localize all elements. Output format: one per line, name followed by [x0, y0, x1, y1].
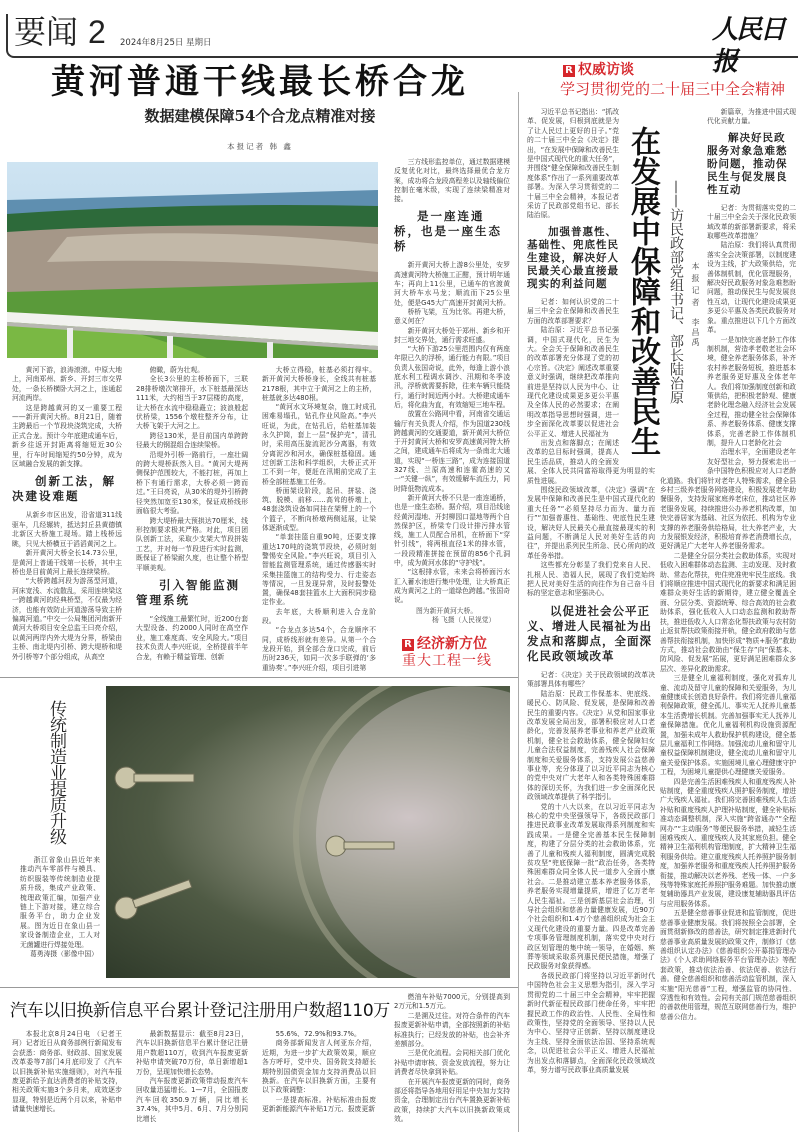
paragraph: “大桥跨越河段为游荡型河道，河床宽浅、水流散乱，采用连续梁这一跨越黄河的经典桥型，不仅最为经济，也能有效防止河道游荡导致主桥偏离河道。”中交一公局集团河南新开黄河大桥项目安全总监王曰亮介绍，以黄河两岸内外大堤为分界，桥梁由主桥、南北堤内引桥、跨大堤桥和堤外引桥等7个部分组成，从高空 [12, 577, 122, 661]
bridge-col3 [262, 366, 376, 673]
interview-title: 在发展中保障和改善民生 [625, 126, 660, 456]
car-col1 [12, 1030, 122, 1115]
paragraph: 三方线形监控单位，通过数据建模反复优化对比，最终选择最优合龙方案，成功将合龙段高程差以及轴线偏位控制在毫米级，实现了连续梁精准对接。 [394, 158, 510, 204]
bridge-subtitle: 数据建模保障54个合龙点精准对接 [144, 107, 376, 125]
paragraph: 55.6%、72.9%和93.7%。 [275, 1030, 361, 1038]
paragraph: 围绕民政领域改革，《决定》强调“在发展中保障和改善民生是中国式现代化的重大任务”“必须坚持尽力而为、量力而行”“加强普惠性、基础性、兜底性民生建设，解决好人民最关心最直接最现实的利益问题，不断满足人民对美好生活的向往”，并提出系列民生所急、民心所向的改革任务举措。 [527, 486, 655, 560]
paragraph: 陆治原：民政工作保基本、兜底线、暖民心、防风险、促发展，是保障和改善民生的重要内容。《决定》从党和国家事业改革发展全局出发，部署积极应对人口老龄化，完善发展养老事业和养老产业政策机制，健全社会救助体系，健全保障妇女儿童合法权益制度，完善残疾人社会保障制度和关爱服务体系，支持发展公益慈善事业等，充分体现了以习近平同志为核心的党中央对广大老年人和各类特殊困难群体的深切关怀，为我们进一步全面深化民政领域改革提供了科学指引。 [527, 689, 655, 802]
interview-column-b [660, 108, 796, 1022]
paragraph: 放置在公路网中看，河南省交通运输厅有关负责人介绍，作为国道230线跨越黄河的交通要道，新开黄河大桥位于开封黄河大桥和安罗高速黄河特大桥之间，建成通车后将成为一条南北大通道，实现“一桥连三路”，成为连接国道327线、兰原高速和连霍高速的又一“关键一纵”，有效缓解车流压力，同时降低物流成本。 [394, 410, 510, 493]
paragraph: 黄河下游，浪涛滚滚。中原大地上，河南郑州、新乡、开封三市交界处，一条长桥横卧大河之上，连通起河流两岸。 [12, 366, 122, 403]
paragraph: 记者：为贯彻落实党的二十届三中全会关于深化民政领域改革的新部署新要求，将采取哪些改革措施？ [707, 203, 796, 241]
paragraph: 出发点和落脚点；在阐述改革的总目标时强调，提高人民生活品质，推动人的全面发展、全体人民共同富裕取得更为明显的实质性进展。 [527, 438, 655, 485]
paragraph: 这是跨越黄河的又一重要工程——新开黄河大桥。8月21日，随着主跨最后一个节段块浇筑完成，大桥正式合龙。预计今年底建成通车后，新乡往返开封距离将缩短近30公里，行车时间缩短约50分钟，成为区域融合发展的新支撑。 [12, 403, 122, 469]
section-name: 要闻 [14, 13, 79, 51]
paragraph: 陆治原：我们将认真贯彻落实全会决策部署，以制度建设为主线，扩大政策供给，完善体制机制，优化管理服务，解决好民政服务对象急难愁盼问题，推动保民生与促发展良性互动，让现代化建设成果更多更公平惠及各类民政服务对象。重点推进以下几个方面改革。 [707, 241, 796, 335]
paragraph: “大桥下游25公里范围内仅有两座年限已久的浮桥，通行能力有限。”项目负责人张国奇说，此外，每逢上游小浪底水利工程调水调沙、汛期和冬季凌汛，浮桥就需要拆除，往来车辆只能绕行，通行时间近两小时。大桥建成通车后，将化曲为直，有效缩短三地车程。 [394, 345, 510, 409]
interview-series: 学习贯彻党的二十届三中全会精神 [560, 80, 786, 98]
section-divider [518, 92, 519, 1132]
paragraph: 二是溯及过往。对符合条件的汽车报废更新补贴申请，全部按照新的补贴标准执行；已经发放的补贴，也会补齐差额部分。 [394, 1011, 510, 1049]
interview-subhead-c: 解决好民政服务对象急难愁盼问题，推动保民生与促发展良性互动 [707, 131, 788, 196]
paragraph: 这些都充分彰显了我们党来自人民、扎根人民、造福人民，展现了我们党始终把人民对美好生活的向往作为自己奋斗目标的坚定意志和坚强决心。 [527, 561, 655, 598]
paragraph: 各级民政部门将坚持以习近平新时代中国特色社会主义思想为指引，深入学习贯彻党的二十届三中全会精神，牢牢把握新时代新征程民政部门使命任务，牢牢把握民政工作的政治性、人民性、全局性和政策性，坚持党的全面领导、坚持以人民为中心、坚持守正创新、坚持以制度建设为主线、坚持全面依法治国、坚持系统观念，以促进社会公平正义、增进人民福祉为出发点和落脚点，全面深化民政领域改革，努力谱写民政事业高质量发展 [527, 971, 655, 1074]
car-column-4 [394, 993, 510, 1125]
interview-tag [563, 62, 634, 78]
bridge-column-3 [262, 366, 376, 673]
bridge-column-1 [12, 366, 122, 662]
bridge-photo [7, 162, 378, 358]
interview-colB3 [660, 448, 796, 1022]
header-rule [6, 14, 798, 58]
column-tag [402, 636, 516, 670]
paragraph: 从新乡市区出发，沿省道311线驱车，几经辗转，抵达封丘县黄德镇北新区大桥施工现场。踏上栈桥远眺，只见大桥横亘于滔滔黄河之上。 [12, 511, 122, 548]
interview-subhead-a: 加强普惠性、基础性、兜底性民生建设，解决好人民最关心最直接最现实的利益问题 [527, 225, 619, 290]
paragraph: 三是健全儿童福利制度，强化对孤弃儿童、流动及留守儿童的保障和关爱服务，为儿童健康成长创造良好条件。我们将完善儿童福利保障政策，健全孤儿、事实无人抚养儿童基本生活费增长机制。完善加强事实无人抚养儿童保障措施。优化儿童福利机构设施资源配置，加强未成年人救助保护机构建设，健全基层儿童福利工作网络。加强流动儿童和留守儿童权益保障机制建设，健全流动儿童和留守儿童关爱保护体系。实施困境儿童心理健康守护工程，为困境儿童提供心理健康关爱服务。 [660, 674, 796, 777]
paragraph: 在开展汽车报废更新的同时，商务部还将指导各地用好用足中央加力支持资金，合理制定出台汽车置换更新补贴政策，持续扩大汽车以旧换新政策成效。 [394, 1077, 510, 1124]
paragraph: 二是健全分层分类社会救助体系，实现对低收入困难群体动态监测、主动发现、及时救助、常态化帮扶，兜住兜准兜牢民生底线。我们将顺应推进中国式现代化的新要求和满足困难群众美好生活的新期待，建立健全覆盖全面、分层分类、资源统筹、综合高效的社会救助体系，强化低收入人口动态监测和救助帮扶，推进低收入人口常态化帮扶政策与农村防止返贫帮扶政策衔接并轨，健全政府救助与慈善帮扶衔接机制，加快形成“物质+服务”救助方式，推动社会救助由“保生存”向“保基本、防风险、促发展”拓展，更好满足困难群众多层次、差异化救助需求。 [660, 551, 796, 673]
car-col4 [394, 993, 510, 1125]
interview-byline-label: 本报记者 [691, 262, 700, 310]
bridge-subhead-1: 创新工法，解决建设难题 [12, 474, 116, 504]
paragraph: 桥面架设阶段，起吊、拼装、浇筑、脱模、前移……高耸的桥墩上，48套浇筑设备如同挂在架臂上的一个个篮子，不断向桥墩两侧延展，让梁体逐渐成型。 [262, 486, 376, 533]
paragraph: 三是优化流程。会同相关部门优化补贴申请审核、资金发放流程，努力让消费者尽快拿到补贴。 [394, 1049, 510, 1077]
bridge-col4b [394, 261, 510, 605]
paragraph: 新篇章，为推进中国式现代化贡献力量。 [707, 108, 796, 126]
welding-photo [106, 686, 510, 978]
photo-feature-caption [20, 856, 100, 950]
bridge-col2 [136, 366, 248, 573]
column-tag-line2: 重大工程一线 [402, 653, 492, 669]
interview-subhead-b: 以促进社会公平正义、增进人民福祉为出发点和落脚点，全面深化民政领域改革 [527, 603, 652, 663]
issue-date: 2024年8月25日 星期日 [120, 38, 212, 48]
paragraph: 跨大堤桥最大预拱达70厘米，线形控制要求极其严格。对此，项目团队创新工法，采取少支架大节段拼装工艺，并对每一节段进行实时监测，既保证了桥梁耐久度，也让整个桥型平顺美观。 [136, 516, 248, 572]
bridge-photo-caption: 图为新开黄河大桥。 [416, 607, 478, 616]
paragraph: 新开黄河大桥不只是一座连通桥，也是一座生态桥。据介绍，项目沿线途经黄河湿地、开封柳园口湿地等两个自然保护区，桥梁专门设计排污排水管线，施工人员配合吊机，在桥面下“穿针引线”，将两根直径1米的排水管，一段段精准拼接在预留的856个孔洞中，成为黄河水体的“守护线”。 [394, 493, 510, 567]
paragraph: “这根排水管，未来会将桥面污水汇入蓄水池进行集中处理，让大桥真正成为黄河之上的一道绿色跨越。”张国奇说。 [394, 568, 510, 605]
paragraph: 本报北京8月24日电 （记者王珂）记者近日从商务部例行新闻发布会获悉：商务部、财政部、国家发展改革委等7部门4月底印发了《汽车以旧换新补贴实施细则》，对汽车报废更新给予直达消费者的补贴支持，相关政策实施3个多月来，成效逐步显现，特别是近两个月以来，补贴申请量快速增长。 [12, 1030, 122, 1114]
bridge-headline: 黄河普通干线最长桥合龙 [51, 62, 469, 102]
car-headline: 汽车以旧换新信息平台累计登记注册用户数超110万 [10, 1001, 390, 1021]
interview-colA4 [527, 671, 655, 1075]
paragraph: 一是提高标准。补贴标准由报废更新新能源汽车补贴1万元、报废更新 [262, 1095, 376, 1114]
newspaper-logo: 人民日报 [712, 15, 785, 77]
car-col3 [262, 1030, 376, 1115]
paragraph: 一是加快完善老龄工作体制机制，营造孝老敬老社会环境，健全养老服务体系，补齐农村养老服务短板，推进基本养老服务更好惠及全体老年人。我们将加强制度创新和政策供给，把积极老龄观、健康老龄化理念融入经济社会发展全过程，推动健全社会保障体系、养老服务体系、健康支撑体系，完善老龄工作体制机制，提升人口老龄化社会 [707, 335, 796, 447]
paragraph: 全长3公里的主桥桥面下，三联28排桥墩次第排开，水下桩基最深达111米，大约相当于37层楼的高度，让大桥在水流中稳稳矗立；波浪般起伏桥梁，1556个墩柱整齐分布，让大桥飞架于大河之上。 [136, 375, 248, 431]
column-tag-line1 [402, 636, 516, 652]
page-number: 2 [88, 14, 106, 50]
car-column-1 [12, 1030, 122, 1115]
paragraph: 治理水平，全面建设老年友好型社会，努力探索走出一条中国特色积极应对人口老龄化道路。我们将针对老年人特殊需求，健全县乡村三级养老服务网络建设，积极发展老年助餐服务，支持发展家庭养老床位，推动社区养老服务发展，持续推进公办养老机构改革，加快完善居家为基础、社区为依托、机构为专业支撑的养老服务供给格局，壮大养老产业，大力发展银发经济，积极培育养老消费增长点，更好满足广大老年人养老服务需求。 [660, 448, 796, 551]
paragraph: 大桥立得稳，桩基必须打得牢。新开黄河大桥桥身长，全线共有桩基2178根，其中立于黄河之上的主桥，桩基就多达480根。 [262, 366, 376, 402]
r-logo-icon: R [563, 65, 575, 77]
paragraph: 记者：如何认识党的二十届三中全会在保障和改善民生方面的改革部署要求？ [527, 297, 619, 325]
bridge-subhead-3: 是一座连通桥，也是一座生态桥 [394, 209, 502, 254]
bridge-col2b [136, 615, 248, 662]
paragraph: 五是健全慈善事业促进和监管制度，促进慈善事业健康发展。我们将按照全会部署，全面贯彻新修改的慈善法，研究制定推进新时代慈善事业高质量发展的政策文件，制修订《慈善组织认定办法》《慈善组织公开募捐管理办法》《个人求助网络服务平台管理办法》等配套政策，推动依法治善、依法促善、依法行善。健全慈善组织和慈善活动监管机制，深入实施“阳光慈善”工程，增强监管的协同性、穿透性和有效性。会同有关部门规范慈善组织的善款使用管理，规范互联网慈善行为，维护慈善公信力。 [660, 909, 796, 1021]
paragraph: 燃油车补贴7000元，分别提高到2万元和1.5万元。 [394, 993, 510, 1011]
bridge-byline: 本报记者 韩 鑫 [227, 142, 293, 151]
car-column-3 [262, 1030, 376, 1115]
interview-byline-name: 李昌禹 [691, 318, 700, 348]
paragraph: 商务部新闻发言人何亚东介绍，近期，为进一步扩大政策效果，顺应各方呼吁，党中央、国务院支持超长期特别国债资金加力支持消费品以旧换新。在汽车以旧换新方面，主要有以下政策调整： [262, 1039, 376, 1095]
rule-mid-left [0, 677, 518, 678]
bridge-subhead-2: 引入智能监测管理系统 [136, 577, 240, 607]
bridge-photo-credit: 杨 飞摄（人民视觉） [432, 616, 496, 625]
bridge-column-4 [394, 158, 510, 625]
paragraph: 陆治原：习近平总书记强调，中国式现代化，民生为大。全会关于保障和改善民生的改革部署充分体现了党的初心宗旨。《决定》阐述改革重要意义时强调，继续把改革推向前进是坚持以人民为中心、让现代化建设成果更多更公平惠及全体人民的必然要求；在阐明改革指导思想时强调，进一步全面深化改革要以促进社会公平正义、增进人民福祉为 [527, 326, 619, 438]
paragraph: 党的十八大以来，在以习近平同志为核心的党中央坚强领导下，各级民政部门推进民政事业改革发展取得系列制度和实践成果。一是健全完善基本民生保障制度，构建了分层分类的社会救助体系，完善了儿童和残疾人福利制度，圆满完成脱贫攻坚“兜底保障一批”政治任务，各类特殊困难群众同全体人民一道步入全面小康社会。二是推动建立基本养老服务体系，养老服务实现增量提质，增进了亿万老年人民生福祉。三是创新基层社会治理，引导社会组织和慈善力量健康发展，近90万个社会组织和1.4万个慈善组织成为社会主义现代化建设的重要力量。四是改革完善专项事务管理制度机制，落实党中央对行政区划管理的集中统一领导，在婚姻、殡葬等领域采取系列惠民便民措施，增强了民政服务对象获得感。 [527, 802, 655, 971]
paragraph: “黄河水文环境复杂，施工时成孔困难易塌孔，钻孔作业风险高。”李兴旺说，为此，在钻孔后，给桩基加装永久护筒，套上一层“保护壳”，清孔时，采用高压旋流泥沙分离器，有效分离泥沙和河水，确保桩基稳固。通过创新工法和科学组织，大桥正式开工不到一年，便赶在汛期前完成了主桥全部桩基施工任务。 [262, 403, 376, 486]
paragraph: 新开黄河大桥全长14.73公里，是黄河上普通干线第一长桥，其中主桥也是目前黄河上最长连续梁桥。 [12, 549, 122, 576]
paragraph: 习近平总书记指出：“抓改革、促发展，归根到底就是为了让人民过上更好的日子。”党的二十届三中全会《决定》提出，“在发展中保障和改善民生是中国式现代化的重大任务”，并围绕“健全保障和改善民生制度体系”作出了一系列重要改革部署。为深入学习贯彻党的二十届三中全会精神，本报记者采访了民政部党组书记、部长陆治原。 [527, 108, 619, 220]
paragraph: “全线施工最繁忙时，近200台套大型设备、约2000人同时在高空作业，施工难度高、安全风险大。”项目技术负责人李兴旺说，全桥提前半年合龙，有赖于精益管理、创新 [136, 614, 248, 661]
title-space [619, 108, 655, 464]
interview-subtitle: ——访民政部党组书记、部长陆治原 [668, 180, 684, 404]
rule-lower-left [0, 987, 518, 988]
photo-feature-text [20, 856, 100, 959]
car-col2 [136, 1030, 248, 1124]
column-tag-text: 经济新方位 [417, 636, 487, 652]
photo-feature-title: 传统制造业提质升级 [46, 700, 66, 844]
interview-column-a [527, 108, 655, 1075]
paragraph: 最新数据显示：截至8月23日，汽车以旧换新信息平台累计登记注册用户数超110万，收到汽车报废更新补贴申请突破70万份，单日新增超1万份，呈现加快增长态势。 [136, 1030, 248, 1076]
bridge-column-2 [136, 366, 248, 662]
bridge-col1b [12, 511, 122, 662]
paragraph: “合龙点多达54个，合龙顺序不同，成桥线形就有差异。从第一个合龙段开始，到全部合龙口完成，前后历时236天，如同一次多手联弹的‘多重协奏’。”李兴旺介绍，项目引进第 [262, 626, 376, 672]
photo-feature-credit: 葛勇涛摄（影像中国） [30, 950, 98, 959]
bridge-col1 [12, 366, 122, 469]
paragraph: 四是完善生活困难残疾人和重度残疾人补贴制度，健全重度残疾人照护服务制度，增进广大残疾人福祉。我们将完善困难残疾人生活补贴和重度残疾人护理补贴制度，健全补贴标准动态调整机制，深入实施“跨省通办”“全程网办”“主动服务”等便民服务举措，减轻生活困难残疾人、重度残疾人及其家庭负担。健全精神卫生福利机构管理制度，扩大精神卫生福利服务供给。建立重度残疾人托养照护服务制度，加强养老服务和重度残疾人托养照护服务衔接，推动解决以老养残、老残一体、一户多残等特殊家庭托养照护服务难题。加快推动康复辅助器具产业发展，建设康复辅助器具评估与应用服务体系。 [660, 777, 796, 908]
paragraph: 俯瞰，蔚为壮观。 [149, 366, 204, 374]
caption-text: 浙江省象山县近年来推动汽车零部件与模具、纺织服装等传统制造业提质升级，集成产业政策、梳理政策汇编，加强产业链上下游对接，建立综合服务平台，助力企业发展。图为近日在象山县一家设备制造企业，工人对无菌罐进行焊接处理。 [20, 856, 100, 949]
paragraph: 新开黄河大桥处于郑州、新乡和开封三地交界处，通行需求旺盛。 [394, 326, 510, 344]
interview-tag-text: 权威访谈 [578, 62, 634, 78]
bridge-col4a [394, 158, 510, 204]
paragraph: 沿堤外引桥一路前行，一座壮阔的跨大堤桥跃然入目。“黄河大堤两侧保护范围较大，不能打桩，再加上桥下有通行需求，大桥必须一跨而过。”王曰亮说，从30米的堤外引桥跨径突然加宽至130米，保证成桥线形面临很大考验。 [136, 450, 248, 516]
paragraph: 去年底，大桥顺利进入合龙阶段。 [262, 607, 376, 626]
paragraph: 汽车报废更新政策带动报废汽车回收量迅猛增长。1—7月，全国报废汽车回收350.9万辆，同比增长37.4%，其中5月、6月、7月分别同比增长 [136, 1077, 248, 1123]
paragraph: 新开黄河大桥上游8公里处，安罗高速黄河特大桥施工正酣，预计明年通车；再向上11公里，已通车的官渡黄河大桥车水马龙；顺流而下25公里处，便是G45大广高速开封黄河大桥。 [394, 261, 510, 307]
r-logo-icon: R [402, 639, 414, 651]
paragraph: 记者：《决定》关于民政领域的改革决策部署具体有哪些？ [527, 670, 655, 689]
car-column-2 [136, 1030, 248, 1124]
paragraph: 桥桥飞架，互为比邻。再建大桥，意义何在？ [394, 307, 510, 326]
paragraph: “单套挂篮自重90吨，还要支撑重达170吨的浇筑节段块，必须时刻警惕安全风险。”李兴旺说，项目引入智能监测管理系统，通过传感器实时采集挂篮施工的结构受力、行走姿态等情况，一旦发现异常，及时报警处置，确保48套挂篮水上大面积同步稳定作业。 [262, 533, 376, 607]
subtitle-space [660, 108, 707, 468]
paragraph: 跨径130米，是目前国内单跨跨径最大的钢混组合连续梁桥。 [136, 431, 248, 450]
